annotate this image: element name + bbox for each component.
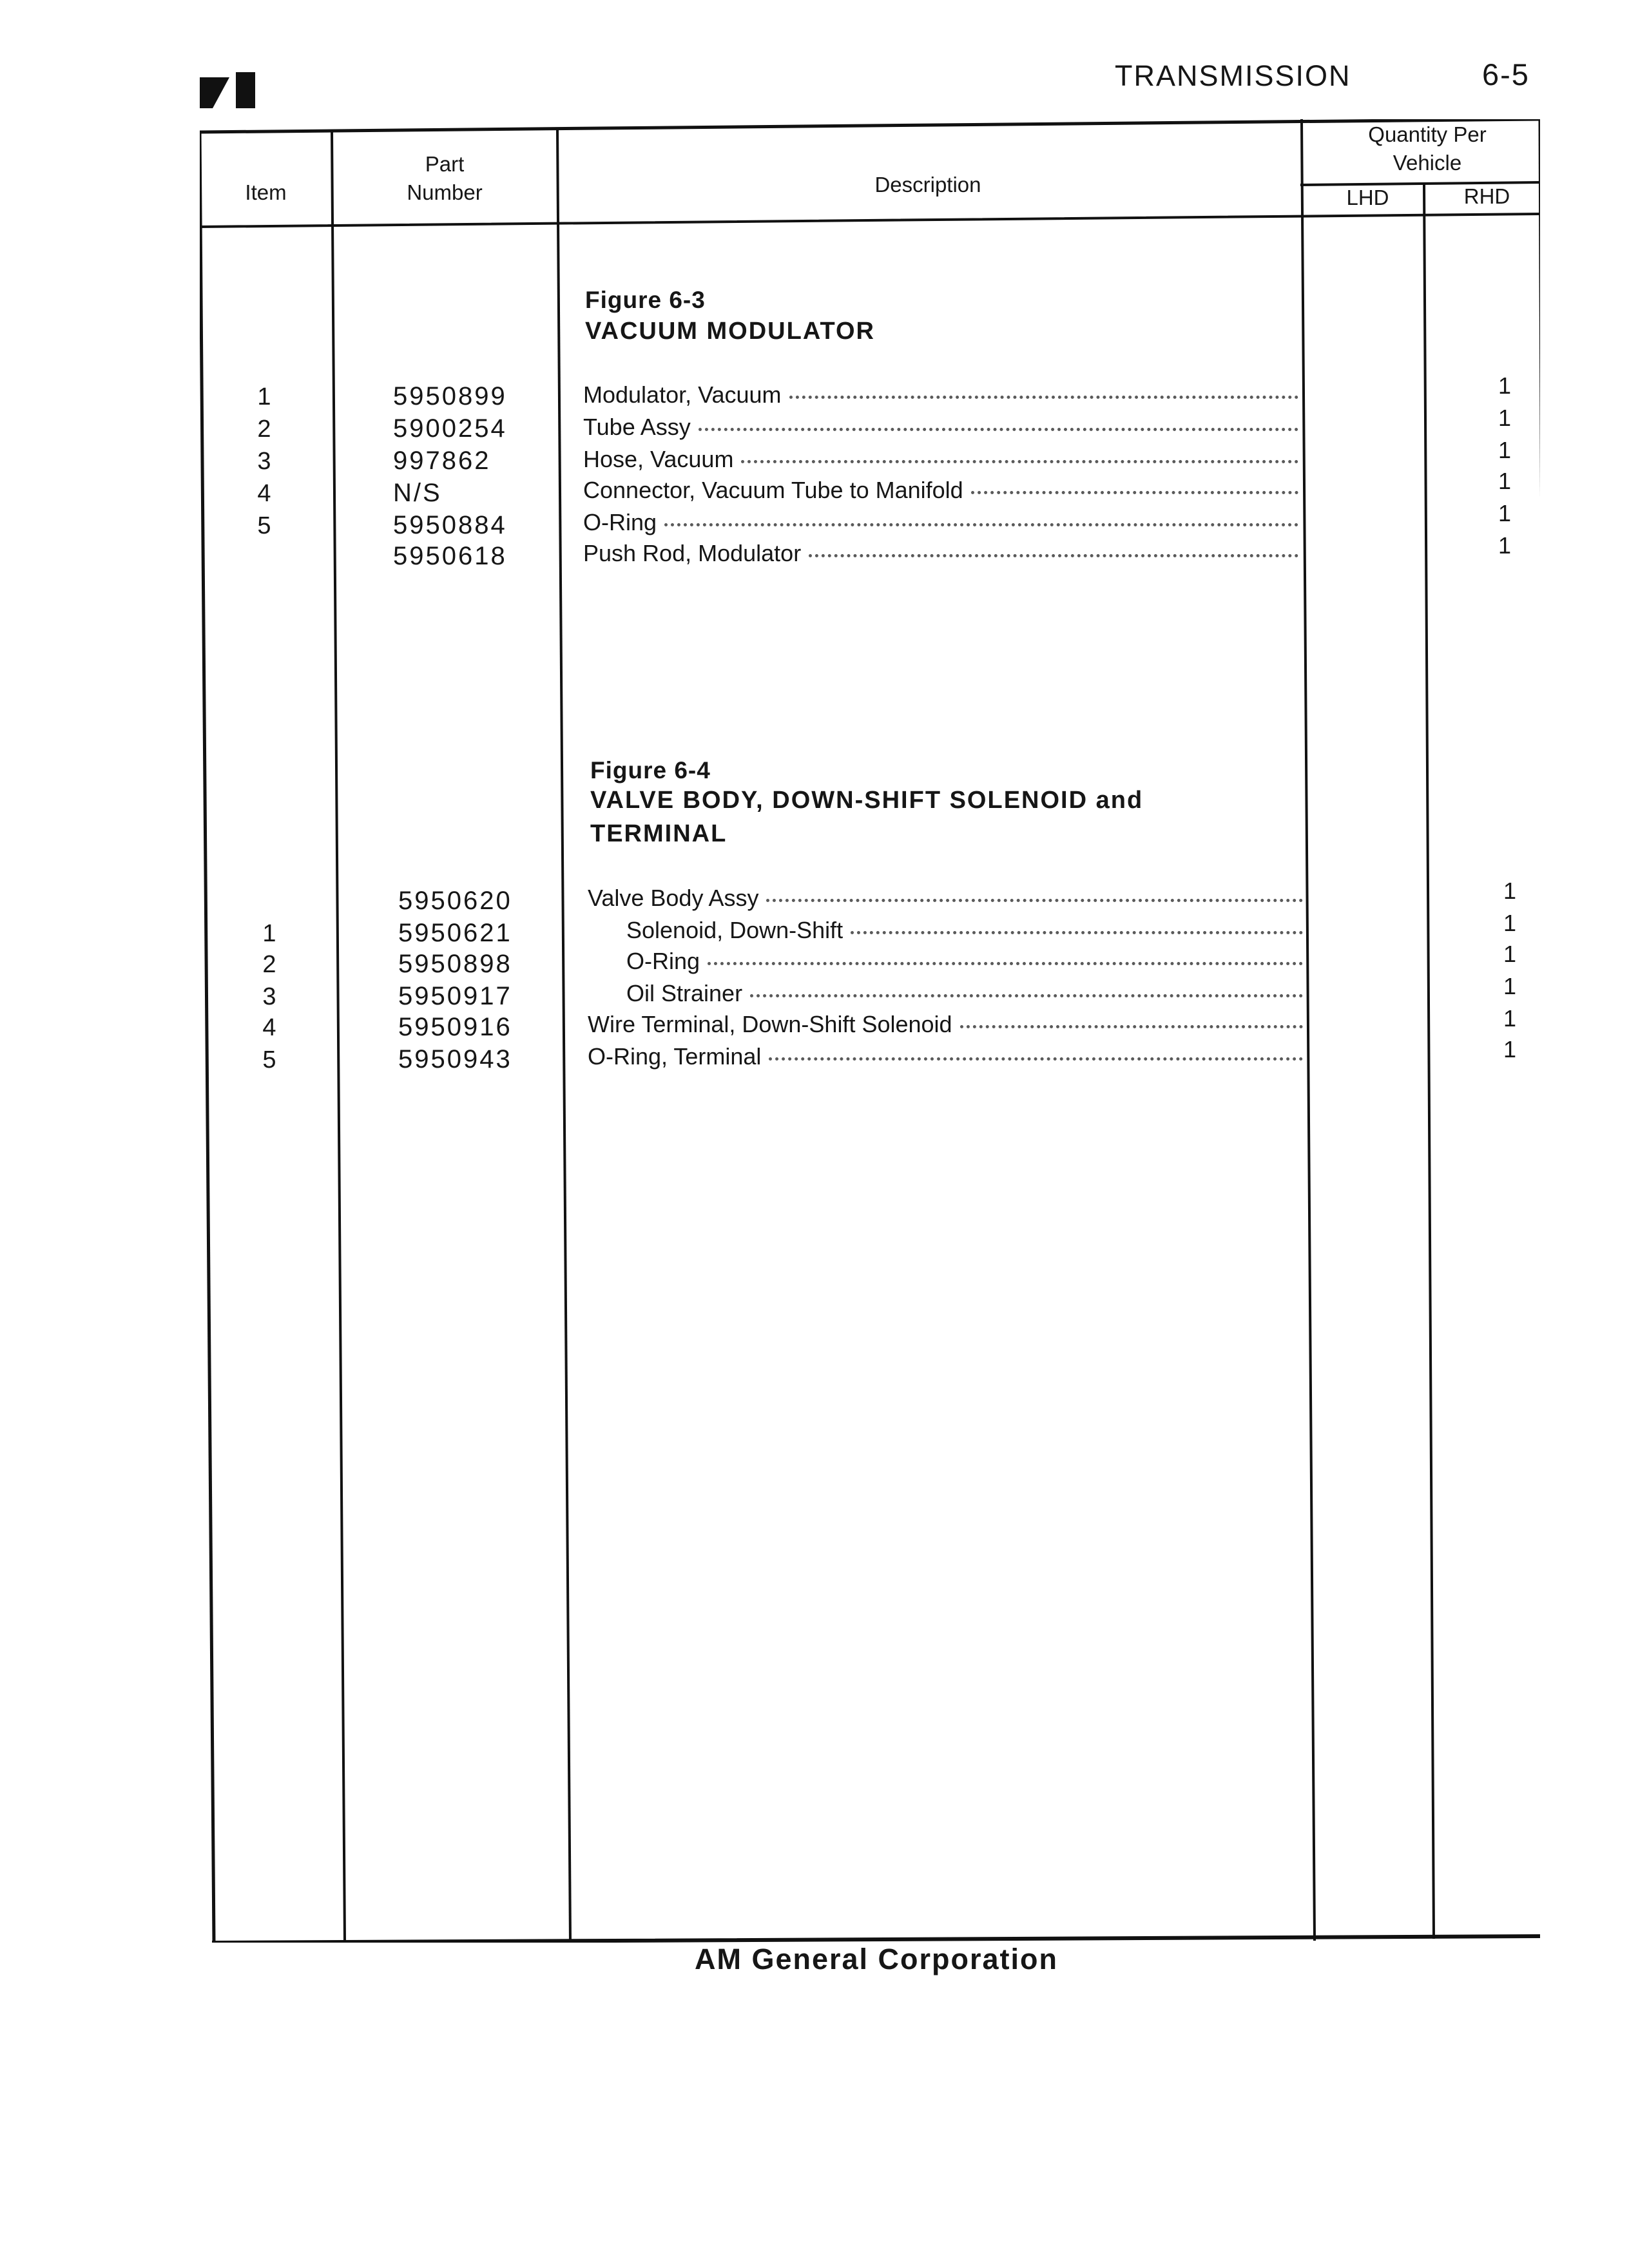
dot-leader (851, 930, 1303, 934)
item-number: 1 (257, 383, 271, 410)
am-general-logo (200, 72, 259, 108)
rhd-quantity: 1 (1498, 372, 1512, 399)
table-row-description (583, 381, 1298, 408)
description-text: Modulator, Vacuum (583, 381, 782, 408)
item-number: 2 (257, 416, 271, 443)
table-row-description (583, 509, 1298, 536)
rhd-quantity: 1 (1498, 532, 1512, 559)
rhd-quantity: 1 (1503, 910, 1517, 936)
part-number: 5950916 (398, 1013, 512, 1041)
rhd-quantity: 1 (1498, 500, 1512, 526)
rhd-quantity: 1 (1503, 973, 1517, 999)
description-text: O-Ring, Terminal (588, 1043, 762, 1070)
item-number: 3 (257, 448, 271, 475)
part-number-header-text: Part Number (407, 152, 483, 204)
dot-leader (664, 523, 1298, 526)
dot-leader (809, 553, 1298, 557)
column-header-item: Item (245, 180, 287, 204)
part-number: 5900254 (393, 414, 507, 443)
description-text: Oil Strainer (626, 980, 743, 1006)
table-row-description (588, 980, 1303, 1007)
table-row-description (588, 917, 1303, 944)
dot-leader (971, 490, 1298, 494)
item-number: 5 (262, 1046, 276, 1073)
figure-title: VALVE BODY, DOWN-SHIFT SOLENOID and TERMINAL (590, 787, 1144, 847)
description-text: Wire Terminal, Down-Shift Solenoid (588, 1011, 952, 1037)
rhd-quantity: 1 (1498, 437, 1512, 463)
figure-label: Figure 6-4 (590, 757, 711, 783)
dot-leader (960, 1024, 1303, 1028)
rhd-quantity: 1 (1503, 1005, 1517, 1032)
item-number: 4 (262, 1014, 276, 1041)
table-row-description (583, 446, 1298, 473)
part-number: 5950898 (398, 950, 512, 978)
column-header-lhd: LHD (1346, 186, 1389, 209)
description-text: Valve Body Assy (588, 885, 759, 911)
column-header-part-number (332, 150, 557, 207)
column-header-rhd: RHD (1463, 184, 1510, 208)
table-row-description (588, 885, 1303, 912)
part-number: 5950943 (398, 1045, 512, 1073)
figure-label: Figure 6-3 (585, 287, 706, 313)
description-text: Connector, Vacuum Tube to Manifold (583, 477, 963, 503)
column-header-description: Description (874, 173, 981, 197)
figure-title: VACUUM MODULATOR (585, 318, 875, 345)
table-row-description (583, 414, 1298, 441)
quantity-header-text: Quantity Per Vehicle (1368, 122, 1487, 175)
item-number: 1 (262, 920, 276, 947)
dot-leader (708, 961, 1303, 965)
item-number: 2 (262, 951, 276, 978)
description-text: Tube Assy (583, 414, 691, 440)
rhd-quantity: 1 (1503, 1036, 1517, 1062)
description-text: Push Rod, Modulator (583, 540, 802, 566)
part-number: 5950899 (393, 382, 507, 410)
part-number: 5950618 (393, 542, 507, 570)
item-number: 5 (257, 512, 271, 539)
table-row-description (588, 1043, 1303, 1070)
footer-company: AM General Corporation (694, 1943, 1059, 1975)
table-row-description (588, 1011, 1303, 1038)
section-title: TRANSMISSION (1115, 59, 1351, 92)
part-number: 5950620 (398, 887, 512, 915)
column-header-quantity (1308, 120, 1547, 177)
part-number: 997862 (393, 447, 491, 475)
item-number: 4 (257, 480, 271, 507)
description-text: O-Ring (626, 948, 700, 974)
description-text: Hose, Vacuum (583, 446, 734, 472)
dot-leader (789, 395, 1299, 399)
table-row-description (583, 477, 1298, 504)
part-number: N/S (393, 479, 442, 507)
dot-leader (769, 1057, 1303, 1061)
rhd-quantity: 1 (1503, 941, 1517, 967)
table-row-description (588, 948, 1303, 975)
page-number: 6-5 (1482, 57, 1530, 91)
description-text: O-Ring (583, 509, 657, 535)
rhd-quantity: 1 (1503, 878, 1517, 904)
rhd-quantity: 1 (1498, 468, 1512, 494)
rhd-quantity: 1 (1498, 405, 1512, 431)
dot-leader (750, 994, 1303, 997)
description-text: Solenoid, Down-Shift (626, 917, 843, 943)
dot-leader (699, 427, 1298, 431)
dot-leader (766, 898, 1303, 902)
part-number: 5950917 (398, 982, 512, 1010)
part-number: 5950884 (393, 511, 507, 539)
dot-leader (741, 459, 1298, 463)
table-row-description (583, 540, 1298, 567)
part-number: 5950621 (398, 919, 512, 947)
item-number: 3 (262, 983, 276, 1010)
